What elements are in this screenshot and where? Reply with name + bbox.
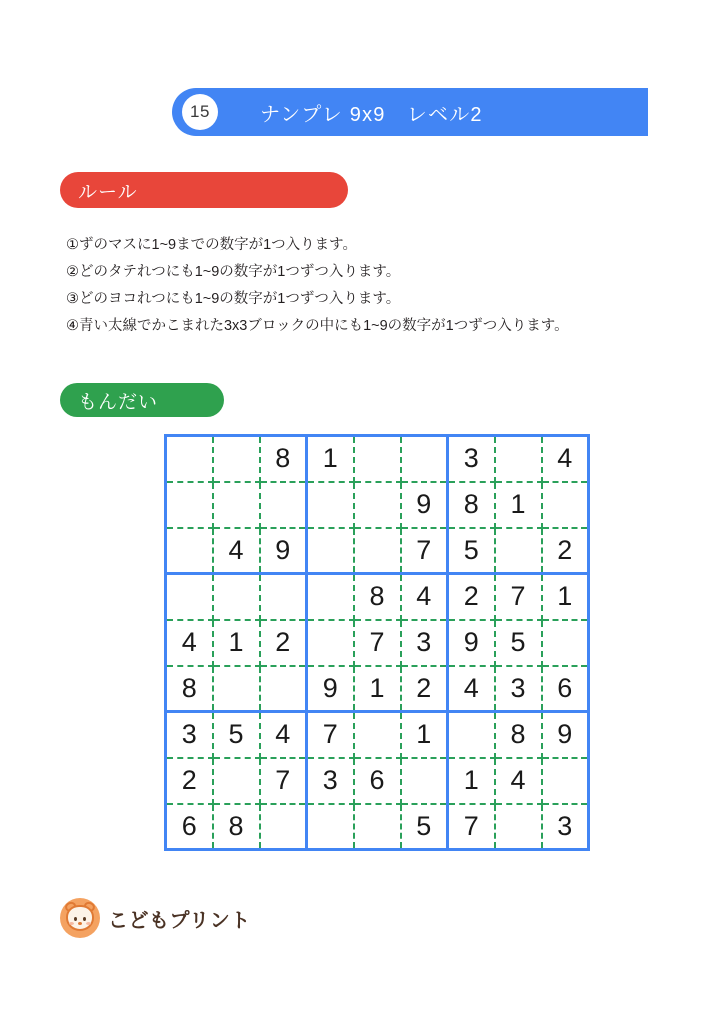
rules-label-text: ルール [78, 181, 138, 203]
sudoku-cell-r4c4[interactable] [307, 574, 354, 620]
sudoku-row [166, 758, 589, 804]
rule-item: ②どのタテれつにも1~9の数字が1つずつ入ります。 [66, 264, 401, 280]
sudoku-cell-r3c8[interactable] [495, 528, 542, 574]
sudoku-cell-r8c2[interactable] [213, 758, 260, 804]
sudoku-cell-r9c1[interactable]: 6 [166, 804, 213, 850]
sudoku-cell-r9c5[interactable] [354, 804, 401, 850]
sudoku-cell-r7c1[interactable]: 3 [166, 712, 213, 758]
sudoku-cell-r4c1[interactable] [166, 574, 213, 620]
sudoku-cell-r9c8[interactable] [495, 804, 542, 850]
sudoku-row [166, 436, 589, 482]
sudoku-cell-r9c6[interactable]: 5 [401, 804, 448, 850]
sudoku-cell-r6c6[interactable]: 2 [401, 666, 448, 712]
page-title: ナンプレ 9x9 レベル2 [260, 103, 483, 126]
sudoku-cell-r2c3[interactable] [260, 482, 307, 528]
header-bar [172, 88, 648, 136]
sudoku-cell-r7c6[interactable]: 1 [401, 712, 448, 758]
sudoku-cell-r6c2[interactable] [213, 666, 260, 712]
sudoku-cell-r2c6[interactable]: 9 [401, 482, 448, 528]
sudoku-cell-r2c7[interactable]: 8 [448, 482, 495, 528]
problem-section-label [60, 383, 224, 417]
sudoku-cell-r5c6[interactable]: 3 [401, 620, 448, 666]
sudoku-cell-r3c1[interactable] [166, 528, 213, 574]
page-number-badge: 15 [182, 94, 218, 130]
cat-eye-left-icon [74, 917, 77, 921]
sudoku-cell-r5c8[interactable]: 5 [495, 620, 542, 666]
sudoku-cell-r7c3[interactable]: 4 [260, 712, 307, 758]
sudoku-cell-r8c7[interactable]: 1 [448, 758, 495, 804]
sudoku-cell-r2c8[interactable]: 1 [495, 482, 542, 528]
sudoku-cell-r8c1[interactable]: 2 [166, 758, 213, 804]
sudoku-cell-r4c3[interactable] [260, 574, 307, 620]
sudoku-cell-r4c8[interactable]: 7 [495, 574, 542, 620]
sudoku-cell-r6c1[interactable]: 8 [166, 666, 213, 712]
cat-eye-right-icon [83, 917, 86, 921]
sudoku-cell-r4c5[interactable]: 8 [354, 574, 401, 620]
sudoku-row [166, 482, 589, 528]
sudoku-cell-r6c5[interactable]: 1 [354, 666, 401, 712]
sudoku-cell-r8c9[interactable] [542, 758, 589, 804]
sudoku-cell-r6c8[interactable]: 3 [495, 666, 542, 712]
sudoku-cell-r8c6[interactable] [401, 758, 448, 804]
sudoku-cell-r4c7[interactable]: 2 [448, 574, 495, 620]
sudoku-cell-r7c8[interactable]: 8 [495, 712, 542, 758]
sudoku-cell-r6c3[interactable] [260, 666, 307, 712]
cat-face-icon [60, 898, 100, 938]
sudoku-cell-r9c3[interactable] [260, 804, 307, 850]
sudoku-grid[interactable] [164, 434, 590, 851]
sudoku-cell-r7c5[interactable] [354, 712, 401, 758]
sudoku-cell-r2c1[interactable] [166, 482, 213, 528]
sudoku-cell-r2c2[interactable] [213, 482, 260, 528]
sudoku-cell-r6c9[interactable]: 6 [542, 666, 589, 712]
sudoku-cell-r1c3[interactable]: 8 [260, 436, 307, 482]
rule-item: ①ずのマスに1~9までの数字が1つ入ります。 [66, 237, 357, 253]
sudoku-cell-r6c7[interactable]: 4 [448, 666, 495, 712]
sudoku-cell-r3c7[interactable]: 5 [448, 528, 495, 574]
sudoku-cell-r2c5[interactable] [354, 482, 401, 528]
sudoku-cell-r8c4[interactable]: 3 [307, 758, 354, 804]
sudoku-cell-r9c2[interactable]: 8 [213, 804, 260, 850]
sudoku-cell-r1c9[interactable]: 4 [542, 436, 589, 482]
sudoku-cell-r9c9[interactable]: 3 [542, 804, 589, 850]
sudoku-cell-r3c9[interactable]: 2 [542, 528, 589, 574]
sudoku-cell-r3c3[interactable]: 9 [260, 528, 307, 574]
sudoku-cell-r5c1[interactable]: 4 [166, 620, 213, 666]
sudoku-cell-r5c9[interactable] [542, 620, 589, 666]
sudoku-cell-r1c8[interactable] [495, 436, 542, 482]
sudoku-grid-wrapper [164, 434, 590, 851]
sudoku-row [166, 574, 589, 620]
sudoku-cell-r8c8[interactable]: 4 [495, 758, 542, 804]
sudoku-cell-r3c6[interactable]: 7 [401, 528, 448, 574]
cat-cheek-right-icon [86, 922, 91, 925]
footer-brand [60, 898, 251, 938]
cat-nose-icon [78, 922, 82, 925]
sudoku-cell-r2c9[interactable] [542, 482, 589, 528]
rule-item: ④青い太線でかこまれた3x3ブロックの中にも1~9の数字が1つずつ入ります。 [66, 318, 569, 334]
cat-cheek-left-icon [69, 922, 74, 925]
sudoku-cell-r6c4[interactable]: 9 [307, 666, 354, 712]
sudoku-cell-r7c9[interactable]: 9 [542, 712, 589, 758]
sudoku-cell-r1c7[interactable]: 3 [448, 436, 495, 482]
sudoku-cell-r1c2[interactable] [213, 436, 260, 482]
rule-item: ③どのヨコれつにも1~9の数字が1つずつ入ります。 [66, 291, 401, 307]
sudoku-cell-r7c2[interactable]: 5 [213, 712, 260, 758]
sudoku-cell-r3c5[interactable] [354, 528, 401, 574]
brand-name: こどもプリント [108, 909, 251, 932]
sudoku-cell-r4c6[interactable]: 4 [401, 574, 448, 620]
sudoku-cell-r1c4[interactable]: 1 [307, 436, 354, 482]
cat-face-shape [66, 905, 94, 931]
sudoku-cell-r5c2[interactable]: 1 [213, 620, 260, 666]
sudoku-row [166, 804, 589, 850]
rules-list [66, 232, 666, 340]
sudoku-cell-r1c5[interactable] [354, 436, 401, 482]
sudoku-cell-r5c7[interactable]: 9 [448, 620, 495, 666]
sudoku-cell-r7c7[interactable] [448, 712, 495, 758]
sudoku-row [166, 528, 589, 574]
sudoku-cell-r8c5[interactable]: 6 [354, 758, 401, 804]
sudoku-cell-r3c2[interactable]: 4 [213, 528, 260, 574]
sudoku-cell-r3c4[interactable] [307, 528, 354, 574]
sudoku-row [166, 712, 589, 758]
problem-label-text: もんだい [78, 391, 159, 413]
sudoku-cell-r4c9[interactable]: 1 [542, 574, 589, 620]
rules-section-label [60, 172, 348, 208]
sudoku-cell-r8c3[interactable]: 7 [260, 758, 307, 804]
sudoku-cell-r5c4[interactable] [307, 620, 354, 666]
sudoku-row [166, 620, 589, 666]
sudoku-cell-r9c4[interactable] [307, 804, 354, 850]
sudoku-cell-r4c2[interactable] [213, 574, 260, 620]
sudoku-cell-r1c1[interactable] [166, 436, 213, 482]
sudoku-cell-r1c6[interactable] [401, 436, 448, 482]
sudoku-cell-r7c4[interactable]: 7 [307, 712, 354, 758]
sudoku-cell-r2c4[interactable] [307, 482, 354, 528]
sudoku-cell-r5c5[interactable]: 7 [354, 620, 401, 666]
sudoku-cell-r9c7[interactable]: 7 [448, 804, 495, 850]
sudoku-row [166, 666, 589, 712]
sudoku-cell-r5c3[interactable]: 2 [260, 620, 307, 666]
